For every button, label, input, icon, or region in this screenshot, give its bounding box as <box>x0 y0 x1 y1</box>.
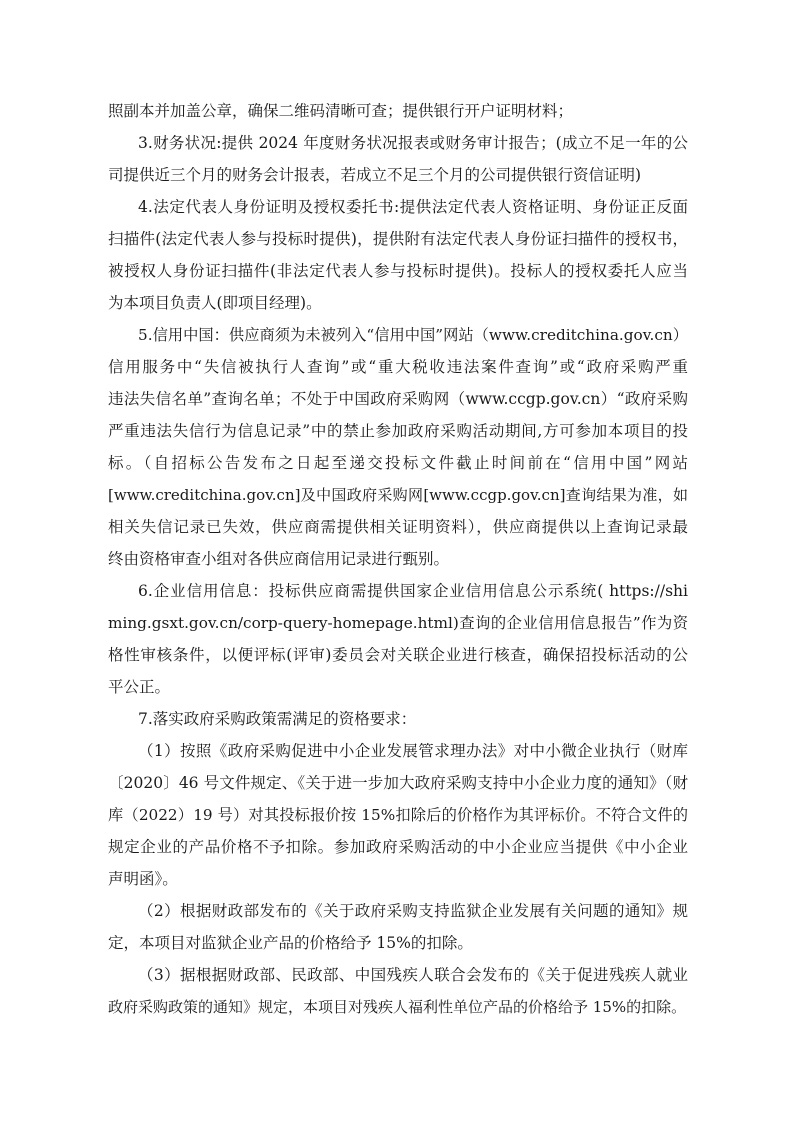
paragraph-line: 库（2022）19 号）对其投标报价按 15%扣除后的价格作为其评标价。不符合文件的 <box>108 806 688 824</box>
paragraph-line: 为本项目负责人(即项目经理)。 <box>108 294 322 312</box>
paragraph-line-business-license-end: 照副本并加盖公章，确保二维码清晰可查；提供银行开户证明材料； <box>108 102 574 120</box>
paragraph-line: 被授权人身份证扫描件(非法定代表人参与投标时提供)。投标人的授权委托人应当 <box>108 262 688 280</box>
paragraph-line: 严重违法失信行为信息记录”中的禁止参加政府采购活动期间,方可参加本项目的投 <box>108 422 688 440</box>
paragraph-line: 〔2020〕46 号文件规定、《关于进一步加大政府采购支持中小企业力度的通知》（财 <box>108 774 688 792</box>
paragraph-line: 终由资格审查小组对各供应商信用记录进行甄别。 <box>108 550 450 568</box>
paragraph-line: 平公正。 <box>108 678 171 696</box>
paragraph-line: ming.gsxt.gov.cn/corp-query-homepage.html)查询的企业信用信息报告”作为资 <box>108 614 688 632</box>
item-7-policy-requirements: 7.落实政府采购政策需满足的资格要求： <box>138 710 417 728</box>
paragraph-line: [www.creditchina.gov.cn]及中国政府采购网[www.ccgp.gov.cn]查询结果为准，如 <box>108 486 688 504</box>
paragraph-line: 声明函》。 <box>108 870 178 888</box>
paragraph-line: 政府采购政策的通知》规定，本项目对残疾人福利性单位产品的价格给予 15%的扣除。 <box>108 998 687 1016</box>
paragraph-line: 格性审核条件，以便评标(评审)委员会对关联企业进行核查，确保招投标活动的公 <box>108 646 688 664</box>
paragraph-line: 相关失信记录已失效，供应商需提供相关证明资料），供应商提供以上查询记录最 <box>108 518 688 536</box>
item-3-financial-status: 3.财务状况:提供 2024 年度财务状况报表或财务审计报告；(成立不足一年的公 <box>138 134 688 152</box>
sub-item-2-prison-enterprise: （2）根据财政部发布的《关于政府采购支持监狱企业发展有关问题的通知》规 <box>138 902 688 920</box>
paragraph-line: 司提供近三个月的财务会计报表，若成立不足三个月的公司提供银行资信证明) <box>108 166 642 184</box>
sub-item-1-sme-policy: （1）按照《政府采购促进中小企业发展管求理办法》对中小微企业执行（财库 <box>138 742 688 760</box>
paragraph-line: 规定企业的产品价格不予扣除。参加政府采购活动的中小企业应当提供《中小企业 <box>108 838 688 856</box>
paragraph-line: 标。（自招标公告发布之日起至递交投标文件截止时间前在“信用中国”网站 <box>108 454 688 472</box>
paragraph-line: 违法失信名单”查询名单；不处于中国政府采购网（www.ccgp.gov.cn）“政府采购 <box>108 390 688 408</box>
paragraph-line: 信用服务中“失信被执行人查询”或“重大税收违法案件查询”或“政府采购严重 <box>108 358 688 376</box>
item-4-legal-representative: 4.法定代表人身份证明及授权委托书:提供法定代表人资格证明、身份证正反面 <box>138 198 688 216</box>
item-6-enterprise-credit: 6.企业信用信息：投标供应商需提供国家企业信用信息公示系统( https://shi <box>138 582 688 600</box>
paragraph-line: 扫描件(法定代表人参与投标时提供)，提供附有法定代表人身份证扫描件的授权书， <box>108 230 688 248</box>
paragraph-line: 定，本项目对监狱企业产品的价格给予 15%的扣除。 <box>108 934 473 952</box>
sub-item-3-disabled-welfare: （3）据根据财政部、民政部、中国残疾人联合会发布的《关于促进残疾人就业 <box>138 966 688 984</box>
item-5-credit-china: 5.信用中国：供应商须为未被列入“信用中国”网站（www.creditchina.gov.cn） <box>138 326 688 344</box>
